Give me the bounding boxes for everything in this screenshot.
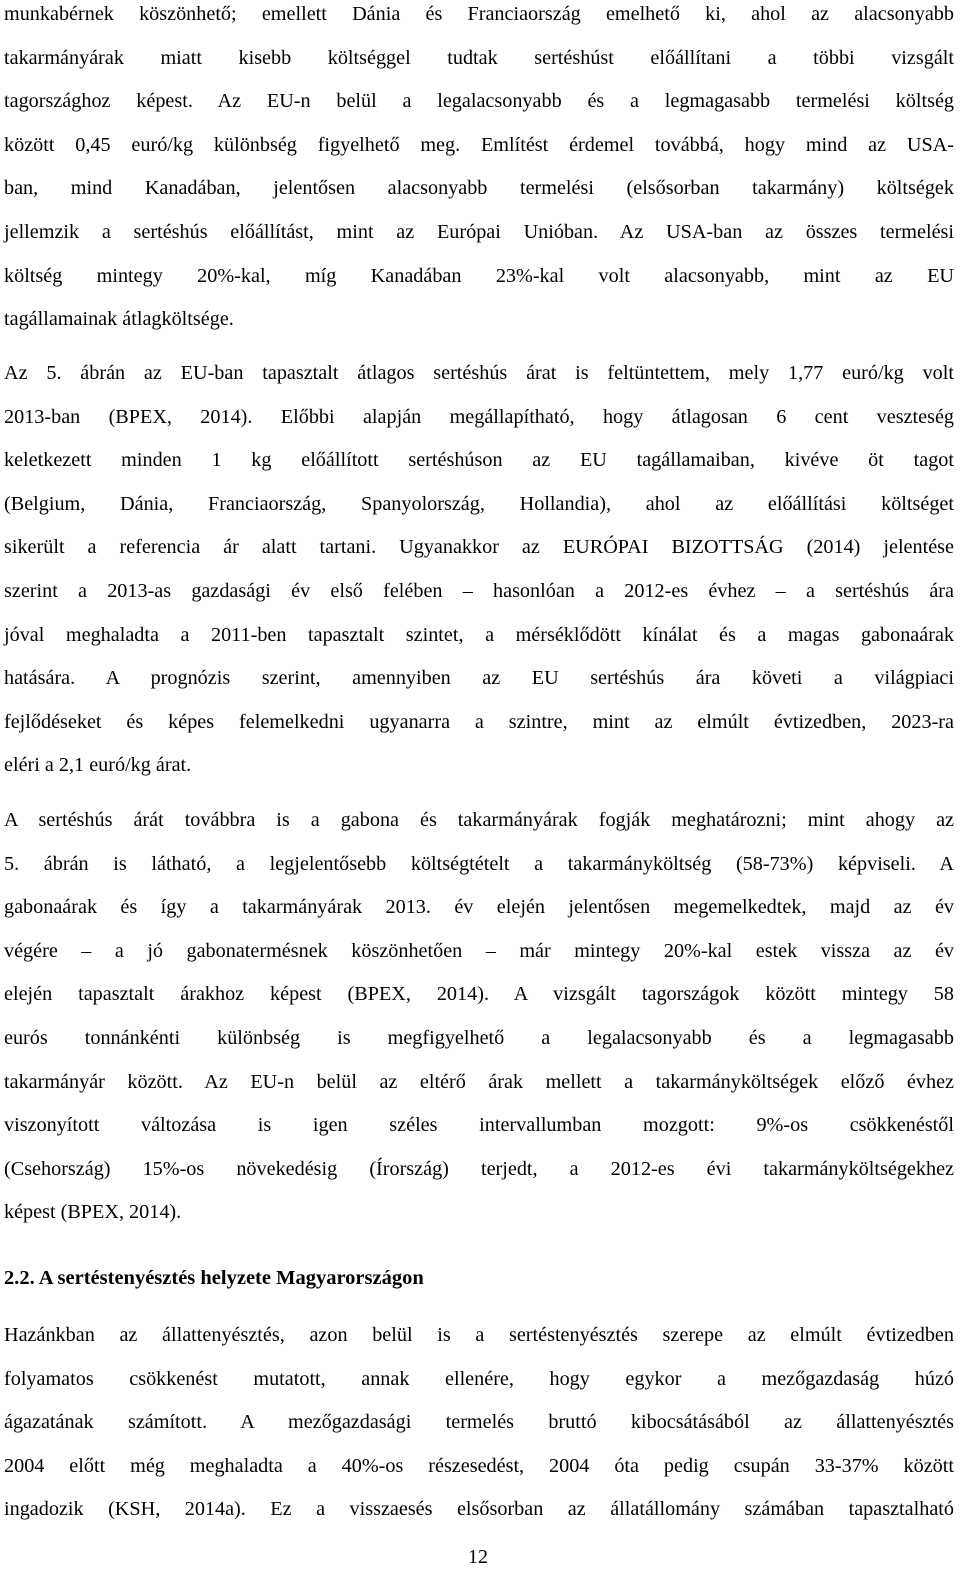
text-line: sikerült a referencia ár alatt tartani. Ugyanakkor az EURÓPAI BIZOTTSÁG (2014) jelentése (4, 536, 954, 559)
text-line: eurós tonnánkénti különbség is megfigyelhető a legalacsonyabb és a legmagasabb (4, 1026, 954, 1049)
paragraph-hungary-livestock (4, 1314, 954, 1532)
text-line: munkabérnek köszönhető; emellett Dánia és Franciaország emelhető ki, ahol az alacsonyabb (4, 3, 954, 25)
text-line: 2013-ban (BPEX, 2014). Előbbi alapján megállapítható, hogy átlagosan 6 cent veszteség (4, 405, 954, 428)
text-line: eléri a 2,1 euró/kg árat. (4, 754, 192, 777)
text-line: takarmányár között. Az EU-n belül az eltérő árak mellett a takarmányköltségek előző évhez (4, 1070, 954, 1093)
text-line: gabonaárak és így a takarmányárak 2013. év elején jelentősen megemelkedtek, majd az év (4, 896, 954, 919)
text-line: (Csehország) 15%-os növekedésig (Írország) terjedt, a 2012-es évi takarmányköltségekhez (4, 1157, 954, 1180)
text-line: 5. ábrán is látható, a legjelentősebb költségtételt a takarmányköltség (58-73%) képviseli. A (4, 852, 954, 875)
text-line: keletkezett minden 1 kg előállított sertéshúson az EU tagállamaiban, kivéve öt tagot (4, 449, 954, 472)
text-line: elején tapasztalt árakhoz képest (BPEX, 2014). A vizsgált tagországok között mintegy 58 (4, 983, 954, 1006)
text-line: Hazánkban az állattenyésztés, azon belül is a sertéstenyésztés szerepe az elmúlt évtizedben (4, 1324, 954, 1346)
text-line: szerint a 2013-as gazdasági év első felében – hasonlóan a 2012-es évhez – a sertéshús ára (4, 579, 954, 602)
text-line: képest (BPEX, 2014). (4, 1201, 182, 1224)
text-line: viszonyított változása is igen széles intervallumban mozgott: 9%-os csökkenéstől (4, 1114, 954, 1137)
text-line: fejlődéseket és képes felemelkedni ugyanarra a szintre, mint az elmúlt évtizedben, 2023-ra (4, 710, 954, 733)
page-number: 12 (468, 1546, 488, 1568)
paragraph-cost-comparison (4, 0, 954, 342)
text-line: A sertéshús árát továbbra is a gabona és takarmányárak fogják meghatározni; mint ahogy az (4, 809, 954, 831)
text-line: költség mintegy 20%-kal, míg Kanadában 23%-kal volt alacsonyabb, mint az EU (4, 264, 954, 287)
text-line: takarmányárak miatt kisebb költséggel tudtak sertéshúst előállítani a többi vizsgált (4, 46, 954, 69)
text-line: között 0,45 euró/kg különbség figyelhető meg. Említést érdemel továbbá, hogy mind az USA- (4, 133, 954, 156)
text-line: (Belgium, Dánia, Franciaország, Spanyolország, Hollandia), ahol az előállítási költséget (4, 492, 954, 515)
text-line: ban, mind Kanadában, jelentősen alacsonyabb termelési (elsősorban takarmány) költségek (4, 177, 954, 200)
paragraph-pork-price (4, 352, 954, 788)
text-line: végére – a jó gabonatermésnek köszönhetően – már mintegy 20%-kal estek vissza az év (4, 939, 954, 962)
text-line: folyamatos csökkenést mutatott, annak ellenére, hogy egykor a mezőgazdaság húzó (4, 1367, 954, 1390)
text-line: ágazatának számított. A mezőgazdasági termelés bruttó kibocsátásából az állattenyésztés (4, 1411, 954, 1434)
text-line: tagállamainak átlagköltsége. (4, 308, 234, 331)
text-line: Az 5. ábrán az EU-ban tapasztalt átlagos sertéshús árat is feltüntettem, mely 1,77 euró/kg volt (4, 362, 954, 384)
paragraph-feed-costs (4, 799, 954, 1235)
text-line: ingadozik (KSH, 2014a). Ez a visszaesés elsősorban az állatállomány számában tapasztalható (4, 1498, 954, 1521)
section-heading: 2.2. A sertéstenyésztés helyzete Magyarországon (4, 1267, 424, 1289)
text-line: jellemzik a sertéshús előállítást, mint az Európai Unióban. Az USA-ban az összes termelési (4, 220, 954, 243)
text-line: hatására. A prognózis szerint, amennyiben az EU sertéshús ára követi a világpiaci (4, 667, 954, 690)
text-line: jóval meghaladta a 2011-ben tapasztalt szintet, a mérséklődött kínálat és a magas gabonaárak (4, 623, 954, 646)
text-line: tagországhoz képest. Az EU-n belül a legalacsonyabb és a legmagasabb termelési költség (4, 90, 954, 113)
text-line: 2004 előtt még meghaladta a 40%-os részesedést, 2004 óta pedig csupán 33-37% között (4, 1454, 954, 1477)
